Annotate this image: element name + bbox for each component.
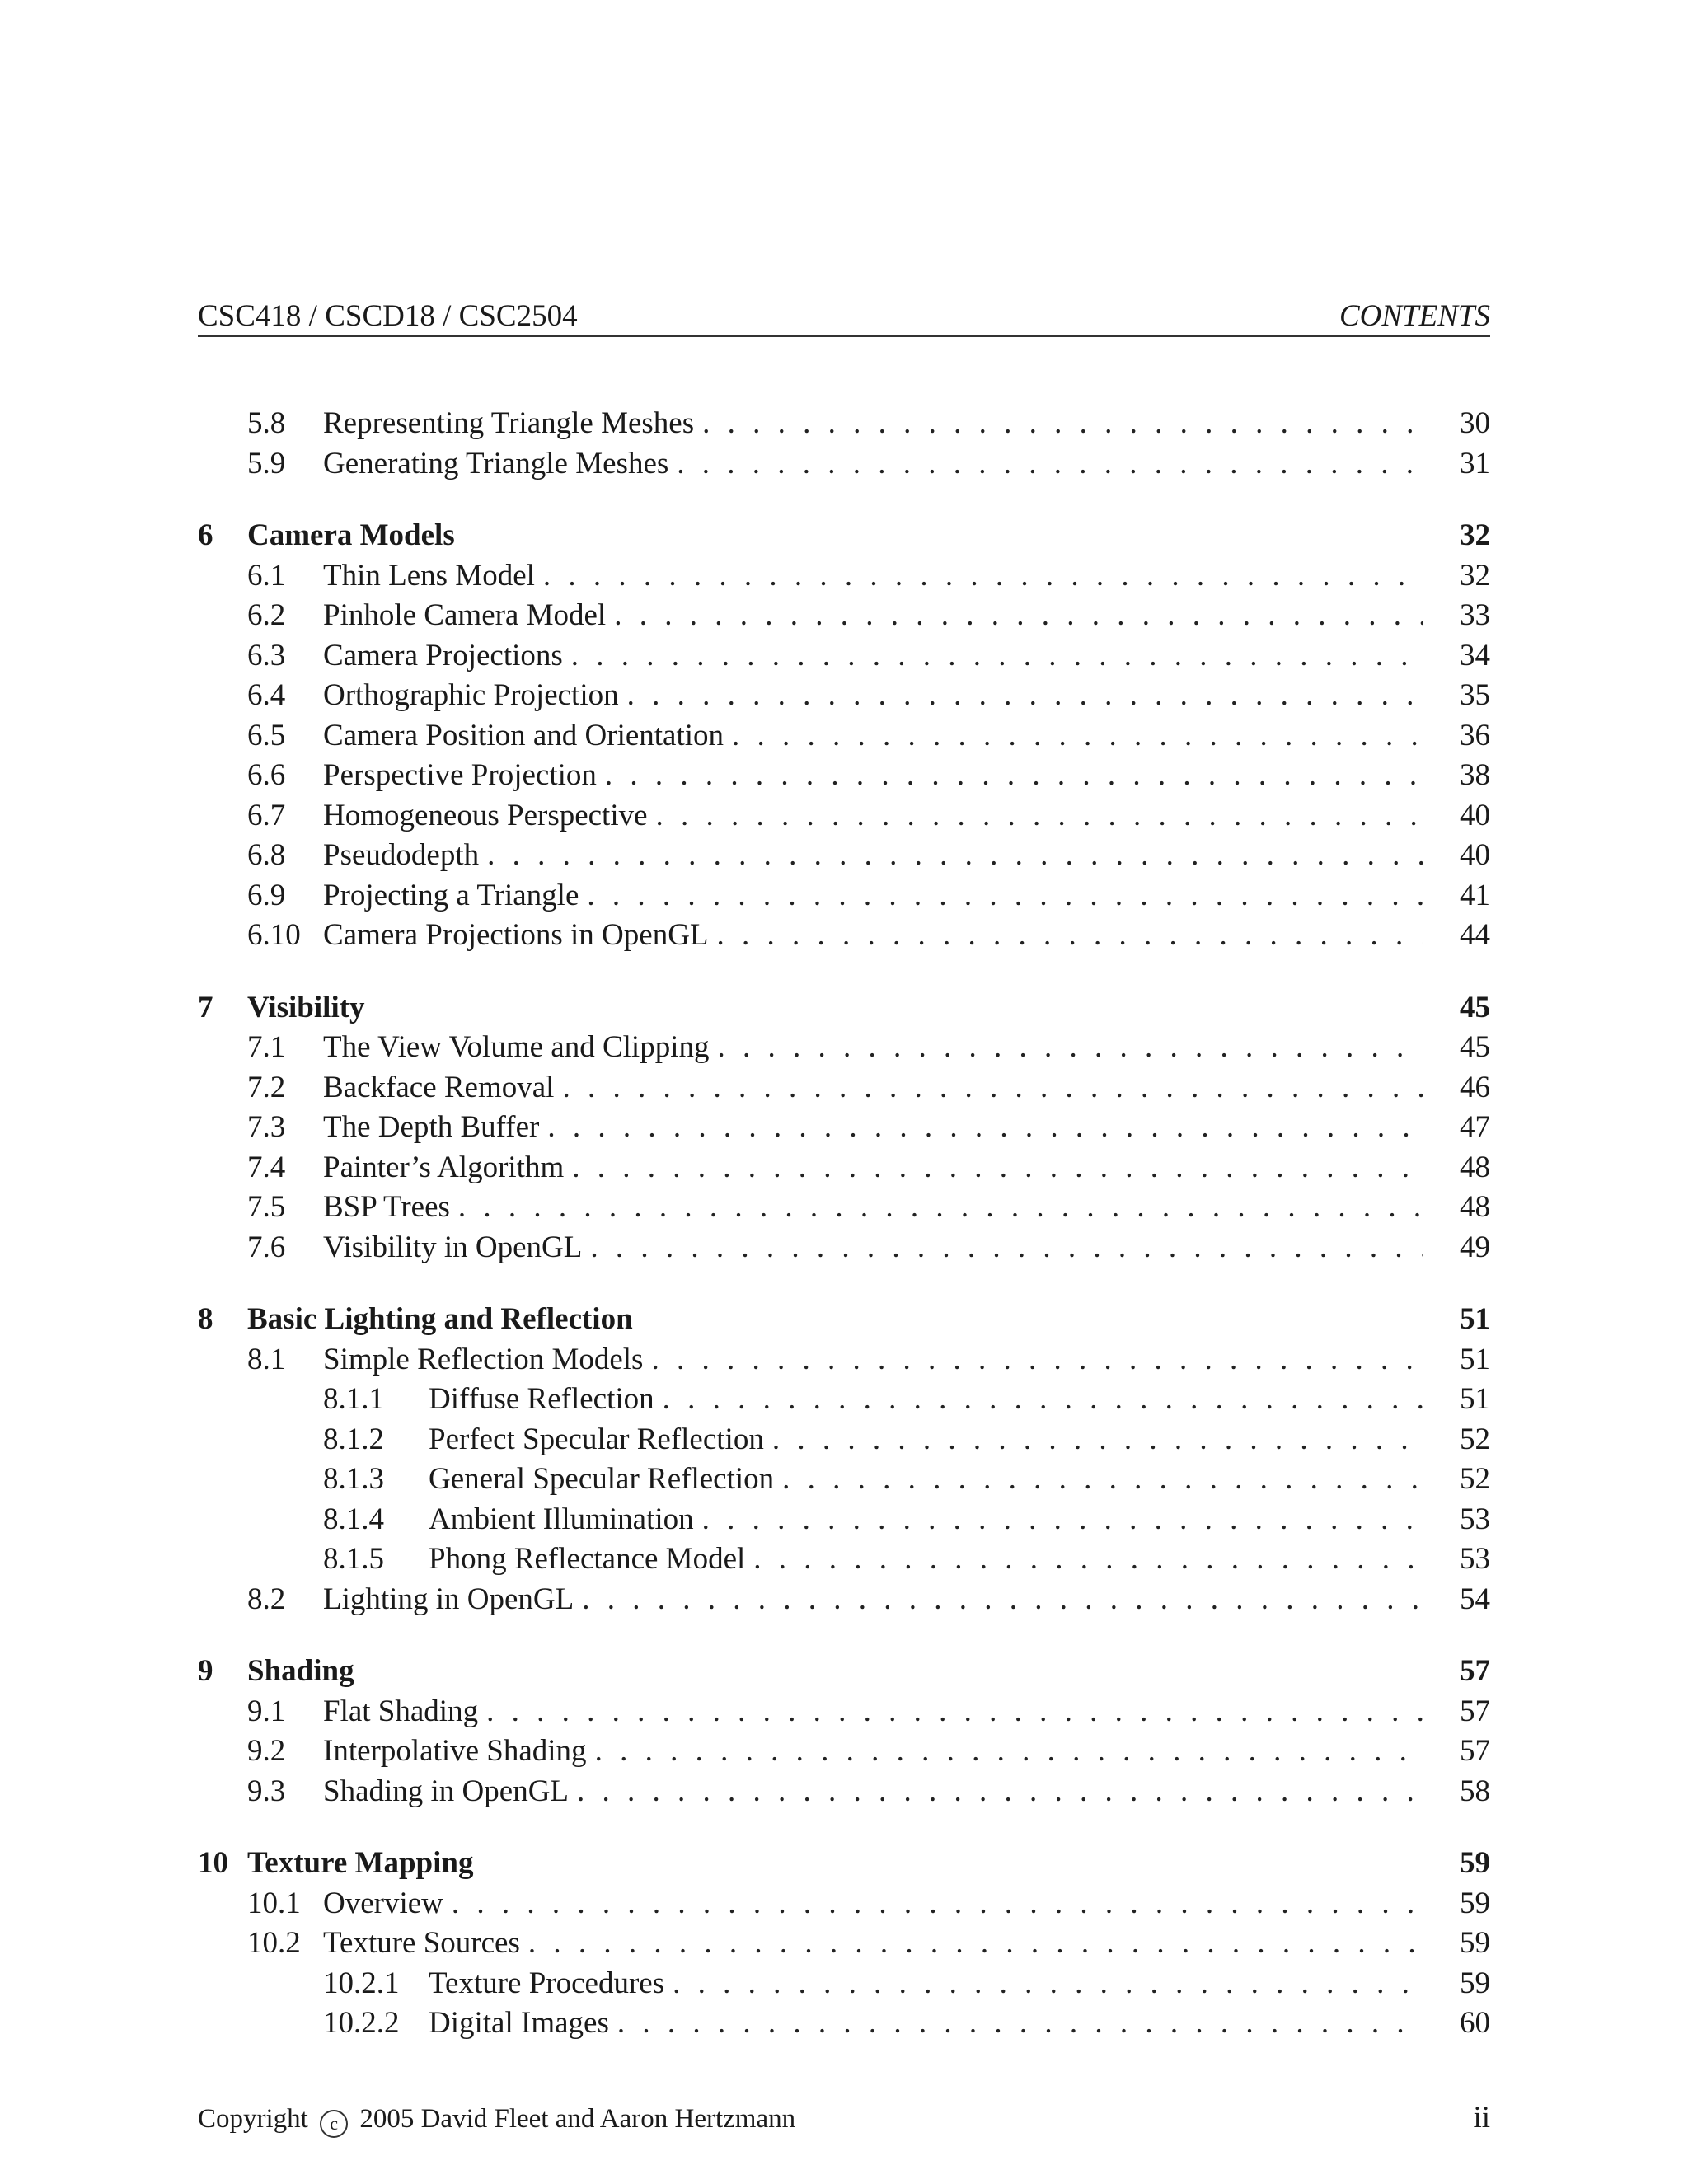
toc-entry-number: 9.1 bbox=[247, 1694, 286, 1728]
toc-entry-number: 10.2.2 bbox=[323, 2006, 400, 2040]
toc-entry-number: 9 bbox=[198, 1654, 213, 1688]
toc-entry-number: 6.2 bbox=[247, 598, 286, 632]
toc-entry-number: 7.2 bbox=[247, 1070, 286, 1104]
running-header bbox=[198, 293, 1490, 337]
toc-section-row[interactable] bbox=[198, 1884, 1490, 1924]
toc-section-row[interactable] bbox=[198, 1732, 1490, 1772]
toc-entry-title: Thin Lens Model bbox=[323, 558, 535, 593]
toc-entry-page: 30 bbox=[1460, 406, 1490, 440]
toc-dot-leader bbox=[656, 796, 1423, 837]
toc-entry-page: 35 bbox=[1460, 678, 1490, 712]
toc-dot-leader bbox=[614, 596, 1423, 636]
toc-chapter-row[interactable] bbox=[198, 1844, 1490, 1884]
toc-dot-leader bbox=[782, 1460, 1423, 1500]
toc-entry-number: 10.2.1 bbox=[323, 1966, 400, 2000]
toc-entry-title: Texture Mapping bbox=[247, 1846, 474, 1880]
toc-section-row[interactable] bbox=[198, 1108, 1490, 1148]
toc-section-row[interactable] bbox=[198, 1580, 1490, 1620]
page-footer bbox=[198, 2100, 1490, 2138]
toc-entry-title: Shading bbox=[247, 1654, 354, 1688]
toc-entry-page: 54 bbox=[1460, 1582, 1490, 1616]
toc-entry-page: 41 bbox=[1460, 878, 1490, 912]
toc-chapter-row[interactable] bbox=[198, 1300, 1490, 1340]
toc-entry-title: Homogeneous Perspective bbox=[323, 798, 648, 832]
toc-dot-leader bbox=[677, 444, 1423, 485]
toc-dot-leader bbox=[582, 1580, 1423, 1620]
toc-dot-leader bbox=[577, 1772, 1423, 1812]
toc-entry-title: Perfect Specular Reflection bbox=[429, 1422, 764, 1456]
copyright-word: Copyright bbox=[198, 2104, 308, 2134]
toc-entry-title: Overview bbox=[323, 1886, 443, 1920]
toc-entry-number: 8.1.2 bbox=[323, 1422, 384, 1456]
toc-section-row[interactable] bbox=[198, 876, 1490, 916]
toc-section-row[interactable] bbox=[198, 676, 1490, 716]
toc-entry-number: 10 bbox=[198, 1846, 228, 1880]
toc-section-row[interactable] bbox=[198, 636, 1490, 677]
toc-dot-leader bbox=[772, 1420, 1423, 1460]
toc-entry-number: 6.3 bbox=[247, 638, 286, 673]
toc-entry-page: 46 bbox=[1460, 1070, 1490, 1104]
toc-section-row[interactable] bbox=[198, 1340, 1490, 1380]
toc-entry-number: 6.6 bbox=[247, 758, 286, 792]
toc-entry-title: Pseudodepth bbox=[323, 838, 480, 872]
toc-section-row[interactable] bbox=[198, 556, 1490, 597]
toc-entry-page: 59 bbox=[1460, 1886, 1490, 1920]
toc-entry-page: 47 bbox=[1460, 1110, 1490, 1144]
toc-entry-title: BSP Trees bbox=[323, 1190, 450, 1224]
toc-entry-page: 33 bbox=[1460, 598, 1490, 632]
toc-entry-title: Texture Procedures bbox=[429, 1966, 665, 2000]
toc-entry-page: 40 bbox=[1460, 798, 1490, 832]
toc-entry-number: 6 bbox=[198, 518, 213, 552]
toc-entry-number: 6.1 bbox=[247, 558, 286, 593]
toc-entry-title: Visibility bbox=[247, 990, 365, 1024]
toc-entry-page: 53 bbox=[1460, 1502, 1490, 1536]
toc-entry-number: 8.2 bbox=[247, 1582, 286, 1616]
toc-section-row[interactable] bbox=[198, 836, 1490, 876]
toc-entry-title: Camera Models bbox=[247, 518, 455, 552]
toc-entry-number: 9.2 bbox=[247, 1734, 286, 1768]
section-title: CONTENTS bbox=[1339, 299, 1490, 333]
toc-entry-title: Basic Lighting and Reflection bbox=[247, 1302, 633, 1336]
toc-entry-title: Painter’s Algorithm bbox=[323, 1150, 565, 1184]
toc-entry-page: 34 bbox=[1460, 638, 1490, 673]
toc-entry-number: 7.1 bbox=[247, 1030, 286, 1064]
toc-entry-number: 6.9 bbox=[247, 878, 286, 912]
copyright-icon: c bbox=[320, 2110, 348, 2138]
toc-entry-page: 59 bbox=[1460, 1846, 1490, 1880]
page-number: ii bbox=[1473, 2101, 1490, 2135]
toc-section-row[interactable] bbox=[198, 1148, 1490, 1188]
toc-entry-number: 10.1 bbox=[247, 1886, 301, 1920]
toc-entry-page: 58 bbox=[1460, 1774, 1490, 1808]
toc-entry-page: 48 bbox=[1460, 1190, 1490, 1224]
toc-chapter-row[interactable] bbox=[198, 516, 1490, 556]
toc-section-row[interactable] bbox=[198, 1228, 1490, 1268]
toc-dot-leader bbox=[753, 1540, 1423, 1580]
toc-dot-leader bbox=[590, 1228, 1423, 1268]
toc-dot-leader bbox=[717, 1028, 1423, 1068]
toc-entry-title: The Depth Buffer bbox=[323, 1110, 540, 1144]
toc-entry-page: 57 bbox=[1460, 1694, 1490, 1728]
toc-entry-page: 38 bbox=[1460, 758, 1490, 792]
toc-entry-title: Generating Triangle Meshes bbox=[323, 446, 669, 480]
toc-entry-number: 6.7 bbox=[247, 798, 286, 832]
toc-section-row[interactable] bbox=[198, 444, 1490, 485]
toc-dot-leader bbox=[702, 1500, 1423, 1540]
toc-entry-number: 5.9 bbox=[247, 446, 286, 480]
toc-entry-page: 48 bbox=[1460, 1150, 1490, 1184]
toc-dot-leader bbox=[605, 756, 1423, 796]
toc-entry-page: 51 bbox=[1460, 1342, 1490, 1376]
toc-chapter-row[interactable] bbox=[198, 1652, 1490, 1692]
toc-entry-title: Flat Shading bbox=[323, 1694, 479, 1728]
toc-section-row[interactable] bbox=[198, 1692, 1490, 1732]
toc-dot-leader bbox=[547, 1108, 1423, 1148]
toc-entry-number: 6.4 bbox=[247, 678, 286, 712]
toc-entry-title: Shading in OpenGL bbox=[323, 1774, 570, 1808]
table-of-contents bbox=[198, 404, 1490, 2044]
toc-section-row[interactable] bbox=[198, 404, 1490, 444]
toc-entry-title: Diffuse Reflection bbox=[429, 1382, 654, 1416]
toc-entry-page: 45 bbox=[1460, 990, 1490, 1024]
toc-entry-page: 32 bbox=[1460, 518, 1490, 552]
toc-entry-number: 9.3 bbox=[247, 1774, 286, 1808]
toc-entry-number: 6.5 bbox=[247, 718, 286, 752]
toc-entry-number: 8.1.1 bbox=[323, 1382, 384, 1416]
toc-dot-leader bbox=[617, 2004, 1423, 2044]
toc-entry-title: Camera Position and Orientation bbox=[323, 718, 724, 752]
toc-section-row[interactable] bbox=[198, 916, 1490, 956]
toc-entry-title: Camera Projections in OpenGL bbox=[323, 918, 709, 952]
toc-entry-title: Perspective Projection bbox=[323, 758, 597, 792]
toc-dot-leader bbox=[458, 1188, 1423, 1228]
toc-section-row[interactable] bbox=[198, 1772, 1490, 1812]
toc-dot-leader bbox=[587, 876, 1423, 916]
toc-entry-page: 59 bbox=[1460, 1966, 1490, 2000]
toc-dot-leader bbox=[595, 1732, 1423, 1772]
toc-dot-leader bbox=[528, 1924, 1423, 1964]
toc-entry-page: 44 bbox=[1460, 918, 1490, 952]
toc-entry-number: 7.4 bbox=[247, 1150, 286, 1184]
toc-entry-title: Texture Sources bbox=[323, 1926, 520, 1960]
toc-dot-leader bbox=[663, 1380, 1423, 1420]
toc-entry-title: Orthographic Projection bbox=[323, 678, 619, 712]
toc-dot-leader bbox=[572, 1148, 1423, 1188]
toc-entry-number: 6.10 bbox=[247, 918, 301, 952]
toc-dot-leader bbox=[543, 556, 1423, 597]
toc-section-row[interactable] bbox=[198, 796, 1490, 837]
toc-entry-page: 40 bbox=[1460, 838, 1490, 872]
toc-entry-page: 57 bbox=[1460, 1734, 1490, 1768]
toc-dot-leader bbox=[452, 1884, 1423, 1924]
toc-section-row[interactable] bbox=[198, 1188, 1490, 1228]
toc-entry-number: 8.1.3 bbox=[323, 1462, 384, 1496]
toc-dot-leader bbox=[717, 916, 1423, 956]
toc-subsection-row[interactable] bbox=[198, 2004, 1490, 2044]
toc-entry-number: 8.1.4 bbox=[323, 1502, 384, 1536]
toc-entry-title: Visibility in OpenGL bbox=[323, 1230, 583, 1264]
toc-dot-leader bbox=[627, 676, 1423, 716]
toc-section-row[interactable] bbox=[198, 1068, 1490, 1108]
toc-section-row[interactable] bbox=[198, 1028, 1490, 1068]
toc-entry-title: Projecting a Triangle bbox=[323, 878, 579, 912]
toc-entry-page: 60 bbox=[1460, 2006, 1490, 2040]
toc-entry-number: 6.8 bbox=[247, 838, 286, 872]
toc-entry-page: 51 bbox=[1460, 1382, 1490, 1416]
toc-entry-title: Phong Reflectance Model bbox=[429, 1542, 746, 1576]
toc-entry-page: 45 bbox=[1460, 1030, 1490, 1064]
toc-entry-number: 8 bbox=[198, 1302, 213, 1336]
toc-subsection-row[interactable] bbox=[198, 1380, 1490, 1420]
toc-entry-title: Backface Removal bbox=[323, 1070, 555, 1104]
toc-entry-number: 7.3 bbox=[247, 1110, 286, 1144]
toc-section-row[interactable] bbox=[198, 716, 1490, 757]
toc-entry-number: 5.8 bbox=[247, 406, 286, 440]
toc-dot-leader bbox=[487, 836, 1423, 876]
toc-entry-page: 53 bbox=[1460, 1542, 1490, 1576]
toc-dot-leader bbox=[562, 1068, 1423, 1108]
toc-section-row[interactable] bbox=[198, 1924, 1490, 1964]
toc-entry-title: Pinhole Camera Model bbox=[323, 598, 607, 632]
toc-entry-title: Interpolative Shading bbox=[323, 1734, 587, 1768]
copyright-notice bbox=[198, 2104, 795, 2138]
toc-entry-title: Camera Projections bbox=[323, 638, 563, 673]
toc-chapter-row[interactable] bbox=[198, 988, 1490, 1029]
toc-entry-page: 51 bbox=[1460, 1302, 1490, 1336]
toc-entry-page: 52 bbox=[1460, 1422, 1490, 1456]
toc-subsection-row[interactable] bbox=[198, 1540, 1490, 1580]
toc-entry-title: General Specular Reflection bbox=[429, 1462, 775, 1496]
copyright-text: 2005 David Fleet and Aaron Hertzmann bbox=[359, 2104, 796, 2134]
toc-entry-page: 36 bbox=[1460, 718, 1490, 752]
toc-entry-number: 8.1.5 bbox=[323, 1542, 384, 1576]
toc-entry-title: Simple Reflection Models bbox=[323, 1342, 644, 1376]
toc-entry-title: Digital Images bbox=[429, 2006, 609, 2040]
toc-dot-leader bbox=[571, 636, 1423, 677]
toc-dot-leader bbox=[702, 404, 1423, 444]
toc-entry-number: 7 bbox=[198, 990, 213, 1024]
toc-entry-page: 49 bbox=[1460, 1230, 1490, 1264]
toc-dot-leader bbox=[651, 1340, 1423, 1380]
course-codes: CSC418 / CSCD18 / CSC2504 bbox=[198, 299, 578, 333]
toc-subsection-row[interactable] bbox=[198, 1964, 1490, 2004]
toc-entry-number: 7.5 bbox=[247, 1190, 286, 1224]
toc-dot-leader bbox=[673, 1964, 1423, 2004]
toc-subsection-row[interactable] bbox=[198, 1500, 1490, 1540]
toc-entry-page: 57 bbox=[1460, 1654, 1490, 1688]
toc-entry-title: Lighting in OpenGL bbox=[323, 1582, 574, 1616]
toc-entry-number: 7.6 bbox=[247, 1230, 286, 1264]
toc-subsection-row[interactable] bbox=[198, 1460, 1490, 1500]
toc-entry-number: 10.2 bbox=[247, 1926, 301, 1960]
toc-section-row[interactable] bbox=[198, 596, 1490, 636]
toc-dot-leader bbox=[732, 716, 1423, 757]
toc-subsection-row[interactable] bbox=[198, 1420, 1490, 1460]
toc-entry-number: 8.1 bbox=[247, 1342, 286, 1376]
toc-entry-page: 59 bbox=[1460, 1926, 1490, 1960]
toc-entry-page: 31 bbox=[1460, 446, 1490, 480]
toc-entry-page: 52 bbox=[1460, 1462, 1490, 1496]
toc-section-row[interactable] bbox=[198, 756, 1490, 796]
toc-dot-leader bbox=[486, 1692, 1423, 1732]
toc-entry-title: Representing Triangle Meshes bbox=[323, 406, 695, 440]
toc-entry-title: Ambient Illumination bbox=[429, 1502, 694, 1536]
toc-entry-title: The View Volume and Clipping bbox=[323, 1030, 710, 1064]
toc-entry-page: 32 bbox=[1460, 558, 1490, 593]
